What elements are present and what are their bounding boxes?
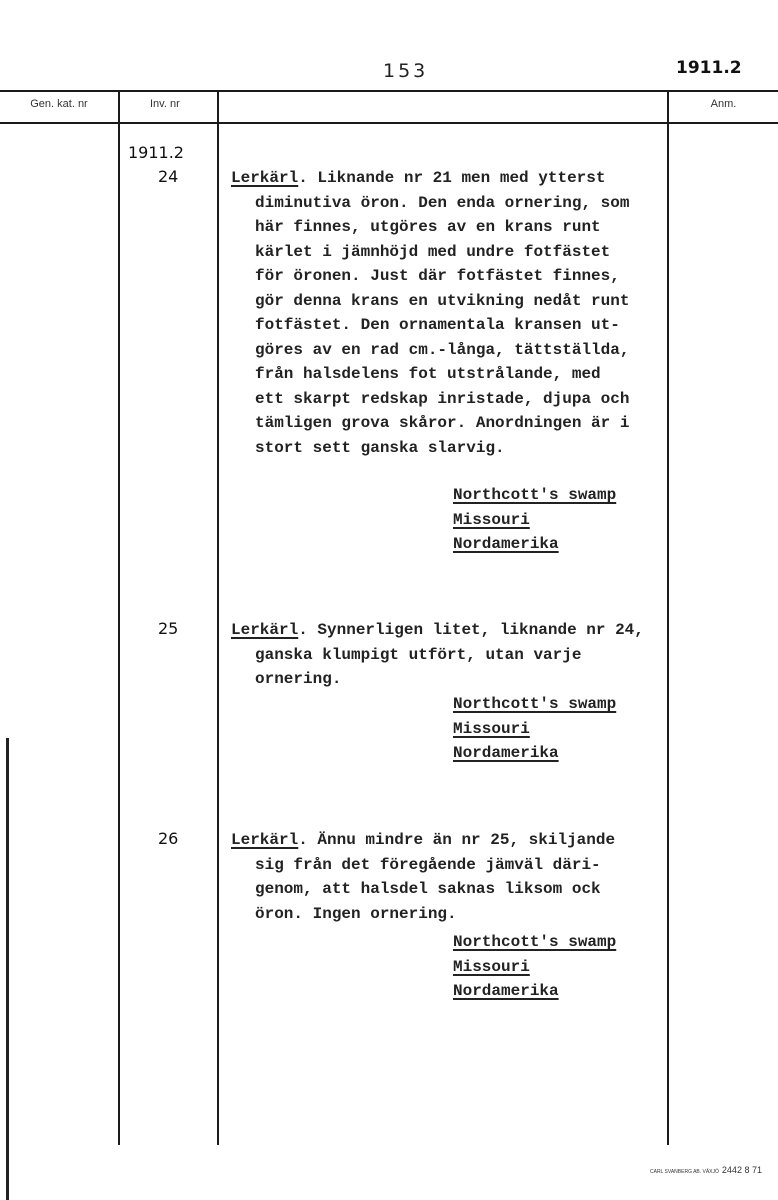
entry-line: ganska klumpigt utfört, utan varje xyxy=(255,645,582,664)
column-header-anm: Anm. xyxy=(710,98,737,110)
entry-line: sig från det föregående jämväl däri- xyxy=(255,855,601,874)
header-bottom-rule xyxy=(0,122,778,124)
entry-first-line-text: . Synnerligen litet, liknande nr 24, xyxy=(298,621,644,639)
entry-first-line xyxy=(231,618,701,643)
location-site: Northcott's swamp xyxy=(453,486,617,504)
entry-description xyxy=(231,166,701,460)
entry-first-line-text: . Ännu mindre än nr 25, skiljande xyxy=(298,831,616,849)
location-state: Missouri xyxy=(453,510,530,529)
entry-title: Lerkärl xyxy=(231,621,299,639)
entry-line: genom, att halsdel saknas liksom ock xyxy=(255,880,601,898)
entry-line: här finnes, utgöres av en krans runt xyxy=(255,218,601,236)
column-divider-gen-inv xyxy=(118,90,120,1145)
location-state: Missouri xyxy=(453,957,530,976)
location-state: Missouri xyxy=(453,719,530,738)
entry-description xyxy=(231,828,701,926)
entry-title: Lerkärl xyxy=(231,831,299,849)
location-continent: Nordamerika xyxy=(453,744,559,762)
entry-line: för öronen. Just där fotfästet finnes, xyxy=(255,267,620,285)
series-id: 1911.2 xyxy=(676,58,742,78)
entry-line: göres av en rad cm.-långa, tättställda, xyxy=(255,340,630,359)
entry-description xyxy=(231,618,701,692)
entry-line: stort sett ganska slarvig. xyxy=(255,438,505,457)
entry-location xyxy=(453,930,616,1004)
location-continent: Nordamerika xyxy=(453,982,559,1000)
column-divider-inv-desc xyxy=(217,90,219,1145)
inventory-year: 1911.2 xyxy=(128,143,184,162)
entry-inv-nr: 26 xyxy=(158,829,179,848)
entry-location xyxy=(453,483,616,557)
entry-line: ett skarpt redskap inristade, djupa och xyxy=(255,389,630,408)
form-code: 2442 8 71 xyxy=(721,1165,762,1175)
scan-edge xyxy=(6,738,9,1200)
printer-name: CARL SVANBERG AB. VÄXJÖ xyxy=(650,1169,719,1175)
location-site: Northcott's swamp xyxy=(453,695,617,713)
entry-location xyxy=(453,692,616,766)
entry-line: kärlet i jämnhöjd med undre fotfästet xyxy=(255,242,611,261)
location-continent: Nordamerika xyxy=(453,535,559,553)
entry-inv-nr: 24 xyxy=(158,167,179,186)
entry-inv-nr: 25 xyxy=(158,619,179,638)
entry-line: diminutiva öron. Den enda ornering, som xyxy=(255,193,630,212)
entry-line: gör denna krans en utvikning nedåt runt xyxy=(255,291,630,310)
entry-first-line xyxy=(231,828,701,853)
page-number: 153 xyxy=(383,60,429,82)
entry-first-line-text: . Liknande nr 21 men med ytterst xyxy=(298,169,606,187)
entry-line: från halsdelens fot utstrålande, med xyxy=(255,365,601,383)
header-top-rule xyxy=(0,90,778,92)
entry-title: Lerkärl xyxy=(231,169,299,187)
entry-line: öron. Ingen ornering. xyxy=(255,904,457,923)
entry-line: fotfästet. Den ornamentala kransen ut- xyxy=(255,316,620,334)
column-header-inv-nr: Inv. nr xyxy=(150,98,180,110)
entry-line: ornering. xyxy=(255,670,342,688)
location-site: Northcott's swamp xyxy=(453,933,617,951)
printer-imprint xyxy=(650,1165,762,1175)
column-header-gen-kat-nr: Gen. kat. nr xyxy=(30,98,88,110)
entry-line: tämligen grova skåror. Anordningen är i xyxy=(255,414,630,432)
entry-first-line xyxy=(231,166,701,191)
